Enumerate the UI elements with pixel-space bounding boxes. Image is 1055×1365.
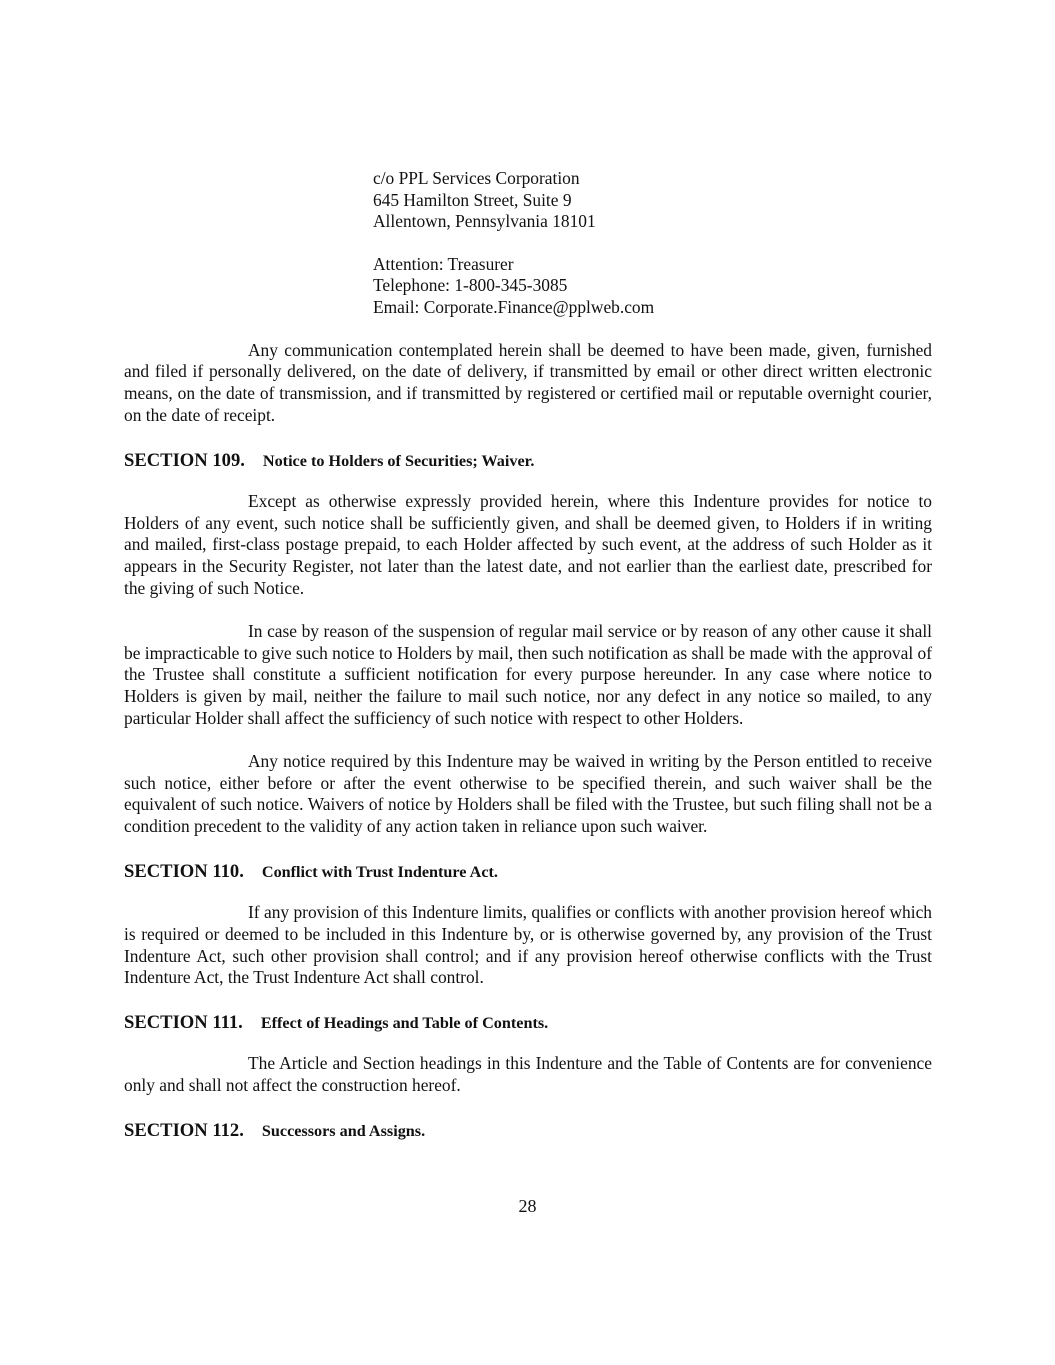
attention-line: Attention: Treasurer [373, 253, 514, 274]
section-number: SECTION 109. [124, 449, 245, 471]
document-page [124, 168, 932, 1142]
section-number: SECTION 111. [124, 1012, 243, 1034]
section-110-paragraph: If any provision of this Indenture limits, qualifies or conflicts with another provision hereof which is required or deemed to be included in this Indenture by, or is otherwise governed by, any provision of the Trust Indenture Act, such other provision shall control; and if any provision hereof otherwise conflicts with the Trust Indenture Act, the Trust Indenture Act shall control. [124, 901, 932, 988]
section-number: SECTION 112. [124, 1119, 244, 1141]
section-109-paragraph: Any notice required by this Indenture may be waived in writing by the Person entitled to receive such notice, either before or after the event otherwise to be specified therein, and such waiver shall be the equivalent of such notice. Waivers of notice by Holders shall be filed with the Trustee, but such filing shall not be a condition precedent to the validity of any action taken in reliance upon such waiver. [124, 750, 932, 837]
section-111-heading [124, 1012, 932, 1034]
address-line: Allentown, Pennsylvania 18101 [373, 211, 596, 232]
address-block [373, 168, 932, 319]
section-109-paragraph: In case by reason of the suspension of regular mail service or by reason of any other cause it shall be impracticable to give such notice to Holders by mail, then such notification as shall be made with the approval of the Trustee shall constitute a sufficient notification for every purpose hereunder. In any case where notice to Holders is given by mail, neither the failure to mail such notice, nor any defect in any notice so mailed, to any particular Holder shall affect the sufficiency of such notice with respect to other Holders. [124, 620, 932, 728]
address-line: c/o PPL Services Corporation [373, 168, 580, 188]
page-number: 28 [518, 1196, 537, 1216]
contact-block [373, 254, 932, 319]
address-line: 645 Hamilton Street, Suite 9 [373, 189, 572, 210]
section-number: SECTION 110. [124, 860, 244, 882]
telephone-line: Telephone: 1-800-345-3085 [373, 275, 568, 296]
section-112-heading [124, 1120, 932, 1142]
section-title: Effect of Headings and Table of Contents. [260, 1014, 549, 1033]
section-109-heading [124, 450, 932, 472]
email-line: Email: Corporate.Finance@pplweb.com [373, 296, 655, 317]
section-109-paragraph: Except as otherwise expressly provided herein, where this Indenture provides for notice to Holders of any event, such notice shall be sufficiently given, and shall be deemed given, to Holders if in writing and mailed, first-class postage prepaid, to each Holder affected by such event, at the address of such Holder as it appears in the Security Register, not later than the latest date, and not earlier than the earliest date, prescribed for the giving of such Notice. [124, 490, 932, 598]
section-title: Successors and Assigns. [261, 1121, 426, 1140]
communication-paragraph: Any communication contemplated herein shall be deemed to have been made, given, furnished and filed if personally delivered, on the date of delivery, if transmitted by email or other direct written electronic means, on the date of transmission, and if transmitted by registered or certified mail or reputable overnight courier, on the date of receipt. [124, 339, 932, 425]
section-110-heading [124, 861, 932, 883]
section-title: Notice to Holders of Securities; Waiver. [262, 451, 535, 470]
section-title: Conflict with Trust Indenture Act. [261, 862, 498, 881]
section-111-paragraph: The Article and Section headings in this Indenture and the Table of Contents are for convenience only and shall not affect the construction hereof. [124, 1053, 932, 1095]
